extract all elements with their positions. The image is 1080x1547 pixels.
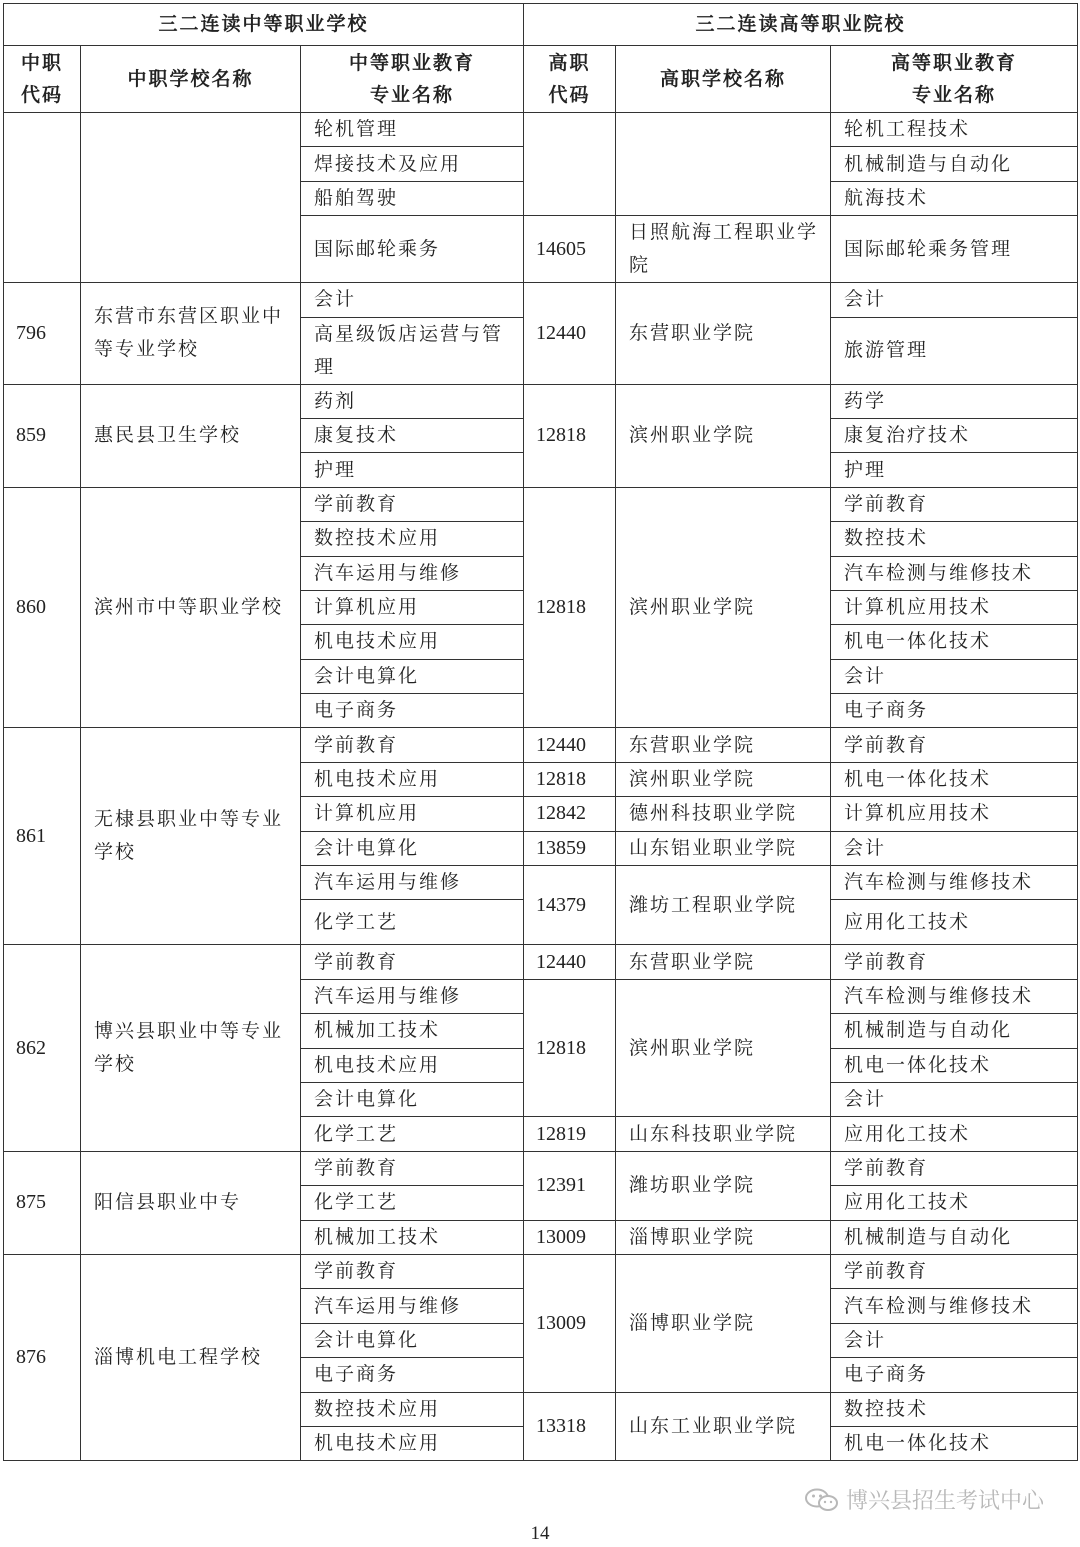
- hi-code-cell: 12440: [524, 283, 616, 384]
- sec-major-cell: 汽车运用与维修: [301, 979, 524, 1013]
- table-row: [4, 487, 1078, 521]
- hi-major-cell: 学前教育: [831, 728, 1078, 762]
- sec-code-cell: 875: [4, 1151, 81, 1254]
- hi-major-cell: 应用化工技术: [831, 900, 1078, 945]
- header-hi-major: 高等职业教育 专业名称: [831, 46, 1078, 113]
- hi-school-cell: 日照航海工程职业学院: [616, 216, 831, 283]
- sec-major-cell: 计算机应用: [301, 797, 524, 831]
- secondary-group-header: 三二连读中等职业学校: [4, 4, 524, 46]
- hi-major-cell: 数控技术: [831, 522, 1078, 556]
- sec-major-cell: 学前教育: [301, 1254, 524, 1288]
- higher-group-header: 三二连读高等职业院校: [524, 4, 1078, 46]
- hi-major-cell: 电子商务: [831, 694, 1078, 728]
- sec-school-cell: 东营市东营区职业中等专业学校: [81, 283, 301, 384]
- hi-code-cell: 12818: [524, 762, 616, 796]
- sec-code-cell: [4, 113, 81, 283]
- sec-major-cell: 学前教育: [301, 487, 524, 521]
- hi-major-cell: 机械制造与自动化: [831, 1220, 1078, 1254]
- sec-major-cell: 康复技术: [301, 418, 524, 452]
- sec-major-cell: 焊接技术及应用: [301, 147, 524, 181]
- hi-major-cell: 康复治疗技术: [831, 418, 1078, 452]
- page-number: 14: [530, 1523, 550, 1544]
- sec-major-cell: 学前教育: [301, 1151, 524, 1185]
- hi-code-cell: 12842: [524, 797, 616, 831]
- hi-major-cell: 应用化工技术: [831, 1117, 1078, 1151]
- hi-code-cell: 13859: [524, 831, 616, 865]
- table-column-header: [4, 46, 1078, 113]
- sec-major-cell: 数控技术应用: [301, 1392, 524, 1426]
- hi-major-cell: 会计: [831, 1323, 1078, 1357]
- enrollment-table: [3, 3, 1078, 1461]
- hi-major-cell: 应用化工技术: [831, 1186, 1078, 1220]
- hi-code-cell: 12391: [524, 1151, 616, 1220]
- hi-code-cell: 13318: [524, 1392, 616, 1461]
- sec-major-cell: 学前教育: [301, 945, 524, 979]
- hi-major-cell: 电子商务: [831, 1358, 1078, 1392]
- table-row: [4, 283, 1078, 317]
- header-sec-major: 中等职业教育 专业名称: [301, 46, 524, 113]
- header-hi-school: 高职学校名称: [616, 46, 831, 113]
- hi-school-cell: [616, 113, 831, 216]
- sec-code-cell: 796: [4, 283, 81, 384]
- sec-major-cell: 化学工艺: [301, 1117, 524, 1151]
- sec-major-cell: 电子商务: [301, 694, 524, 728]
- sec-school-cell: 淄博机电工程学校: [81, 1254, 301, 1460]
- sec-major-cell: 机电技术应用: [301, 1426, 524, 1460]
- hi-major-cell: 机械制造与自动化: [831, 1014, 1078, 1048]
- header-hi-code: 高职 代码: [524, 46, 616, 113]
- hi-school-cell: 淄博职业学院: [616, 1220, 831, 1254]
- hi-major-cell: 学前教育: [831, 1151, 1078, 1185]
- hi-school-cell: 山东铝业职业学院: [616, 831, 831, 865]
- hi-major-cell: 机械制造与自动化: [831, 147, 1078, 181]
- hi-major-cell: 汽车检测与维修技术: [831, 1289, 1078, 1323]
- table-row: [4, 1151, 1078, 1185]
- sec-major-cell: 机械加工技术: [301, 1220, 524, 1254]
- hi-code-cell: 12818: [524, 979, 616, 1117]
- sec-major-cell: 汽车运用与维修: [301, 866, 524, 900]
- table-row: [4, 384, 1078, 418]
- sec-school-cell: 阳信县职业中专: [81, 1151, 301, 1254]
- table-row: [4, 945, 1078, 979]
- hi-code-cell: [524, 113, 616, 216]
- hi-major-cell: 机电一体化技术: [831, 1048, 1078, 1082]
- sec-major-cell: 会计电算化: [301, 1082, 524, 1116]
- hi-major-cell: 会计: [831, 659, 1078, 693]
- hi-major-cell: 会计: [831, 1082, 1078, 1116]
- sec-major-cell: 机械加工技术: [301, 1014, 524, 1048]
- hi-major-cell: 会计: [831, 831, 1078, 865]
- hi-major-cell: 计算机应用技术: [831, 590, 1078, 624]
- watermark: [804, 1484, 1044, 1515]
- hi-major-cell: 航海技术: [831, 181, 1078, 215]
- hi-school-cell: 淄博职业学院: [616, 1254, 831, 1392]
- sec-code-cell: 860: [4, 487, 81, 728]
- hi-school-cell: 山东科技职业学院: [616, 1117, 831, 1151]
- sec-major-cell: 化学工艺: [301, 900, 524, 945]
- sec-major-cell: 机电技术应用: [301, 1048, 524, 1082]
- hi-school-cell: 潍坊职业学院: [616, 1151, 831, 1220]
- sec-major-cell: 化学工艺: [301, 1186, 524, 1220]
- hi-school-cell: 东营职业学院: [616, 283, 831, 384]
- wechat-icon: [804, 1487, 840, 1513]
- sec-code-cell: 876: [4, 1254, 81, 1460]
- hi-school-cell: 东营职业学院: [616, 945, 831, 979]
- hi-major-cell: 计算机应用技术: [831, 797, 1078, 831]
- hi-code-cell: 12440: [524, 945, 616, 979]
- sec-code-cell: 861: [4, 728, 81, 945]
- header-sec-code: 中职 代码: [4, 46, 81, 113]
- sec-school-cell: 无棣县职业中等专业学校: [81, 728, 301, 945]
- sec-major-cell: 汽车运用与维修: [301, 1289, 524, 1323]
- sec-major-cell: 数控技术应用: [301, 522, 524, 556]
- sec-code-cell: 859: [4, 384, 81, 487]
- hi-major-cell: 汽车检测与维修技术: [831, 979, 1078, 1013]
- table-group-header: [4, 4, 1078, 46]
- hi-code-cell: 13009: [524, 1254, 616, 1392]
- hi-school-cell: 山东工业职业学院: [616, 1392, 831, 1461]
- sec-major-cell: 国际邮轮乘务: [301, 216, 524, 283]
- hi-major-cell: 轮机工程技术: [831, 113, 1078, 147]
- hi-major-cell: 汽车检测与维修技术: [831, 866, 1078, 900]
- sec-major-cell: 轮机管理: [301, 113, 524, 147]
- hi-code-cell: 13009: [524, 1220, 616, 1254]
- hi-major-cell: 药学: [831, 384, 1078, 418]
- sec-school-cell: [81, 113, 301, 283]
- hi-school-cell: 滨州职业学院: [616, 487, 831, 728]
- hi-code-cell: 12818: [524, 384, 616, 487]
- hi-school-cell: 德州科技职业学院: [616, 797, 831, 831]
- hi-school-cell: 滨州职业学院: [616, 979, 831, 1117]
- watermark-text: 博兴县招生考试中心: [845, 1489, 1044, 1514]
- hi-school-cell: 东营职业学院: [616, 728, 831, 762]
- table-row: [4, 728, 1078, 762]
- hi-code-cell: 12440: [524, 728, 616, 762]
- hi-code-cell: 12819: [524, 1117, 616, 1151]
- sec-major-cell: 学前教育: [301, 728, 524, 762]
- sec-major-cell: 机电技术应用: [301, 625, 524, 659]
- sec-major-cell: 会计: [301, 283, 524, 317]
- hi-major-cell: 学前教育: [831, 487, 1078, 521]
- hi-major-cell: 护理: [831, 453, 1078, 487]
- sec-school-cell: 滨州市中等职业学校: [81, 487, 301, 728]
- sec-major-cell: 高星级饭店运营与管理: [301, 317, 524, 384]
- hi-major-cell: 学前教育: [831, 945, 1078, 979]
- hi-school-cell: 滨州职业学院: [616, 762, 831, 796]
- hi-major-cell: 机电一体化技术: [831, 625, 1078, 659]
- sec-school-cell: 惠民县卫生学校: [81, 384, 301, 487]
- hi-major-cell: 旅游管理: [831, 317, 1078, 384]
- sec-major-cell: 船舶驾驶: [301, 181, 524, 215]
- hi-major-cell: 机电一体化技术: [831, 762, 1078, 796]
- hi-code-cell: 14605: [524, 216, 616, 283]
- sec-major-cell: 电子商务: [301, 1358, 524, 1392]
- sec-major-cell: 计算机应用: [301, 590, 524, 624]
- header-sec-school: 中职学校名称: [81, 46, 301, 113]
- hi-major-cell: 机电一体化技术: [831, 1426, 1078, 1460]
- hi-major-cell: 学前教育: [831, 1254, 1078, 1288]
- hi-code-cell: 14379: [524, 866, 616, 945]
- hi-code-cell: 12818: [524, 487, 616, 728]
- table-row: [4, 1254, 1078, 1288]
- hi-school-cell: 滨州职业学院: [616, 384, 831, 487]
- hi-school-cell: 潍坊工程职业学院: [616, 866, 831, 945]
- sec-major-cell: 药剂: [301, 384, 524, 418]
- sec-major-cell: 会计电算化: [301, 831, 524, 865]
- hi-major-cell: 汽车检测与维修技术: [831, 556, 1078, 590]
- sec-major-cell: 会计电算化: [301, 659, 524, 693]
- hi-major-cell: 国际邮轮乘务管理: [831, 216, 1078, 283]
- table-row: [4, 113, 1078, 147]
- sec-major-cell: 护理: [301, 453, 524, 487]
- sec-school-cell: 博兴县职业中等专业学校: [81, 945, 301, 1151]
- sec-major-cell: 会计电算化: [301, 1323, 524, 1357]
- hi-major-cell: 数控技术: [831, 1392, 1078, 1426]
- sec-major-cell: 机电技术应用: [301, 762, 524, 796]
- hi-major-cell: 会计: [831, 283, 1078, 317]
- sec-major-cell: 汽车运用与维修: [301, 556, 524, 590]
- sec-code-cell: 862: [4, 945, 81, 1151]
